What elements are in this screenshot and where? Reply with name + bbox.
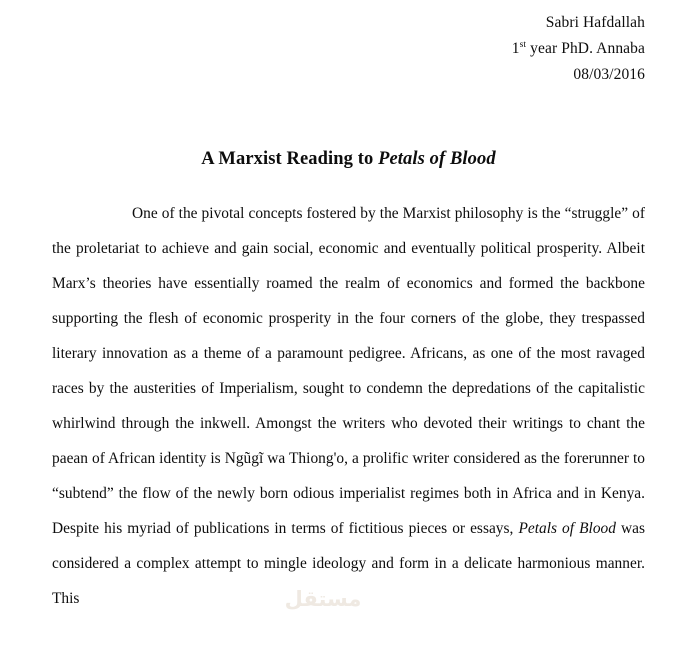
affiliation-text: year PhD. Annaba (526, 40, 645, 57)
page-title-main: A Marxist Reading to (201, 149, 379, 170)
body-text (52, 196, 645, 651)
paragraph-1 (52, 196, 645, 651)
header-block (52, 10, 645, 88)
paragraph-1-segment-1: One of the pivotal concepts fostered by the Marxist philosophy is the “struggle” of the proletariat to achieve and gain social, economic and eventually political prosperity. Albeit Marx’s theories have essentially roamed the realm of economics and formed the backbone supporting the flesh of economic prosperity in the four corners of the globe, they trespassed literary innovation as a theme of a paramount pedigree. Africans, as one of the most ravaged races by the austerities of Imperialism, sought to condemn the depredations of the capitalistic whirlwind through the inkwell. Amongst the writers who devoted their writings to chant the paean of African identity is Ngũgĩ wa Thiong'o, a prolific writer considered as the forerunner to “subtend” the flow of the newly born odious imperialist regimes both in Africa and in Kenya. Despite his myriad of publications in terms of fictitious pieces or essays, (52, 205, 645, 537)
watermark-label: مستقل (284, 587, 362, 611)
author-affiliation (52, 36, 645, 62)
page-title-work: Petals of Blood (378, 149, 496, 170)
author-name: Sabri Hafdallah (545, 14, 645, 31)
affiliation-ordinal-number: 1 (511, 40, 520, 57)
paragraph-1-work-title: Petals of Blood (518, 520, 616, 537)
document-date: 08/03/2016 (573, 66, 645, 83)
paragraph-1-segment-2: was considered a complex attempt to mingle ideology and form in a delicate harmonious manner. This (52, 520, 645, 607)
affiliation-ordinal-suffix: st (519, 38, 527, 50)
page-title (52, 146, 645, 172)
